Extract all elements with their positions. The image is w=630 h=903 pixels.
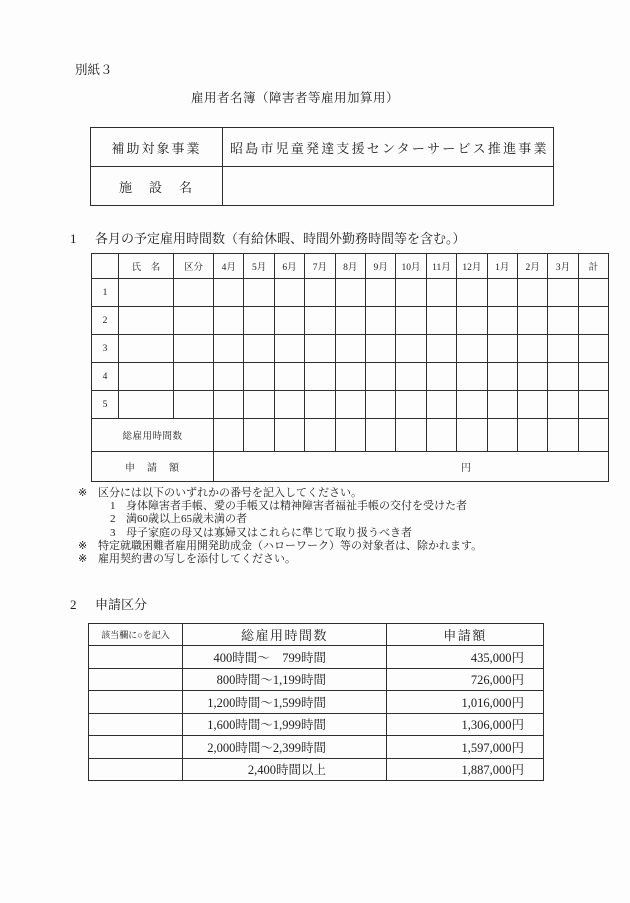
total-hours-cell (244, 419, 274, 452)
amount-cell: 726,000円 (387, 668, 544, 691)
month-hours-cell (457, 335, 487, 363)
name-cell (119, 335, 174, 363)
total-hours-cell (305, 419, 335, 452)
month-hours-cell (365, 335, 395, 363)
total-hours-cell (457, 419, 487, 452)
row-total-cell (578, 363, 608, 391)
month-hours-cell (548, 335, 578, 363)
note-text: 母子家庭の母又は寡婦又はこれらに準じて取り扱うべき者 (126, 526, 412, 539)
total-hours-cell (517, 419, 547, 452)
month-hours-cell (426, 363, 456, 391)
attachment-label: 別紙３ (75, 63, 113, 77)
month-hours-cell (214, 363, 244, 391)
table-row (92, 279, 609, 307)
check-mark-cell (89, 736, 183, 759)
month-hours-cell (548, 307, 578, 335)
month-hours-cell (457, 307, 487, 335)
month-hours-cell (365, 363, 395, 391)
check-mark-cell (89, 668, 183, 691)
category-cell (174, 363, 214, 391)
month-hours-cell (335, 279, 365, 307)
note-line (78, 487, 578, 500)
month-hours-cell (426, 335, 456, 363)
month-hours-cell (396, 307, 426, 335)
month-hours-cell (274, 391, 304, 419)
month-hours-cell (244, 391, 274, 419)
month-hours-cell (214, 307, 244, 335)
row-total-cell (578, 279, 608, 307)
month-column-header: 6月 (274, 254, 304, 279)
total-hours-cell (365, 419, 395, 452)
table-row (91, 167, 554, 206)
month-hours-cell (396, 363, 426, 391)
month-column-header: 8月 (335, 254, 365, 279)
check-column-header: 該当欄に○を記入 (89, 624, 183, 646)
table-row (92, 419, 609, 452)
note-marker: ※ (78, 553, 88, 566)
table-row (89, 624, 544, 646)
total-hours-cell (214, 419, 244, 452)
total-hours-cell (548, 419, 578, 452)
month-hours-cell (487, 391, 517, 419)
month-hours-cell (214, 391, 244, 419)
month-hours-cell (214, 335, 244, 363)
month-column-header: 9月 (365, 254, 395, 279)
month-hours-cell (365, 307, 395, 335)
note-line (110, 500, 578, 513)
total-hours-label: 総雇用時間数 (92, 419, 214, 452)
section1-title: 各月の予定雇用時間数（有給休暇、時間外勤務時間等を含む。） (95, 231, 466, 246)
check-mark-cell (89, 758, 183, 781)
month-hours-cell (548, 363, 578, 391)
info-label-subsidy-business: 補助対象事業 (91, 128, 223, 167)
section2-title: 申請区分 (95, 597, 148, 612)
month-hours-cell (305, 335, 335, 363)
month-hours-cell (487, 279, 517, 307)
employment-hours-table (91, 253, 609, 482)
month-column-header: 5月 (244, 254, 274, 279)
category-column-header: 区分 (174, 254, 214, 279)
category-cell (174, 279, 214, 307)
month-column-header: 1月 (487, 254, 517, 279)
month-column-header: 11月 (426, 254, 456, 279)
month-column-header: 4月 (214, 254, 244, 279)
page-title: 雇用者名簿（障害者等雇用加算用） (190, 91, 399, 105)
table-row (89, 691, 544, 714)
note-line (110, 513, 578, 526)
name-cell (119, 391, 174, 419)
table-row (89, 758, 544, 781)
month-hours-cell (305, 363, 335, 391)
info-value-subsidy-business: 昭島市児童発達支援センターサービス推進事業 (223, 128, 554, 167)
table-row (89, 713, 544, 736)
table-row (89, 646, 544, 669)
row-number: 1 (92, 279, 119, 307)
check-mark-cell (89, 713, 183, 736)
note-marker: 3 (110, 526, 116, 539)
table-row (92, 391, 609, 419)
month-hours-cell (396, 335, 426, 363)
amount-cell: 1,887,000円 (387, 758, 544, 781)
total-hours-cell (578, 419, 608, 452)
month-hours-cell (457, 363, 487, 391)
row-number: 2 (92, 307, 119, 335)
row-number: 3 (92, 335, 119, 363)
month-hours-cell (517, 391, 547, 419)
amount-column-header: 申請額 (387, 624, 544, 646)
hours-range-cell: 2,400時間以上 (183, 758, 387, 781)
total-column-header: 計 (578, 254, 608, 279)
month-hours-cell (274, 279, 304, 307)
month-hours-cell (457, 279, 487, 307)
month-hours-cell (274, 307, 304, 335)
month-hours-cell (487, 307, 517, 335)
corner-cell (92, 254, 119, 279)
table-row (92, 254, 609, 279)
row-total-cell (578, 391, 608, 419)
table-row (92, 363, 609, 391)
month-hours-cell (365, 391, 395, 419)
month-hours-cell (214, 279, 244, 307)
hours-range-cell: 400時間～ 799時間 (183, 646, 387, 669)
month-column-header: 2月 (517, 254, 547, 279)
month-hours-cell (305, 279, 335, 307)
info-label-facility-name: 施 設 名 (91, 167, 223, 206)
amount-cell: 1,306,000円 (387, 713, 544, 736)
total-hours-cell (426, 419, 456, 452)
total-hours-cell (487, 419, 517, 452)
amount-cell: 1,016,000円 (387, 691, 544, 714)
month-hours-cell (305, 307, 335, 335)
table-row (91, 128, 554, 167)
amount-cell: 1,597,000円 (387, 736, 544, 759)
month-hours-cell (548, 279, 578, 307)
name-cell (119, 307, 174, 335)
month-hours-cell (517, 279, 547, 307)
month-hours-cell (396, 391, 426, 419)
month-hours-cell (365, 279, 395, 307)
category-cell (174, 335, 214, 363)
month-hours-cell (335, 307, 365, 335)
subsidy-info-table (90, 127, 554, 206)
hours-range-cell: 2,000時間～2,399時間 (183, 736, 387, 759)
category-cell (174, 391, 214, 419)
hours-range-cell: 1,200時間～1,599時間 (183, 691, 387, 714)
row-total-cell (578, 335, 608, 363)
month-column-header: 10月 (396, 254, 426, 279)
section1-number: 1 (70, 231, 77, 246)
month-column-header: 12月 (457, 254, 487, 279)
month-column-header: 3月 (548, 254, 578, 279)
month-hours-cell (548, 391, 578, 419)
month-hours-cell (487, 363, 517, 391)
note-marker: 1 (110, 500, 116, 513)
note-marker: ※ (78, 539, 88, 552)
note-line (78, 540, 578, 553)
section2-number: 2 (70, 597, 77, 612)
note-marker: 2 (110, 513, 116, 526)
row-number: 4 (92, 363, 119, 391)
name-cell (119, 279, 174, 307)
month-hours-cell (244, 335, 274, 363)
month-hours-cell (274, 335, 304, 363)
note-line (110, 527, 578, 540)
table-row (89, 668, 544, 691)
note-line (78, 553, 578, 566)
row-number: 5 (92, 391, 119, 419)
month-hours-cell (487, 335, 517, 363)
amount-cell: 435,000円 (387, 646, 544, 669)
month-hours-cell (457, 391, 487, 419)
table-row (92, 307, 609, 335)
table-row (92, 452, 609, 482)
row-total-cell (578, 307, 608, 335)
name-column-header: 氏 名 (119, 254, 174, 279)
check-mark-cell (89, 691, 183, 714)
month-hours-cell (517, 335, 547, 363)
month-hours-cell (426, 279, 456, 307)
application-amount-label: 申 請 額 (92, 452, 214, 482)
month-hours-cell (426, 307, 456, 335)
table-row (92, 335, 609, 363)
month-hours-cell (305, 391, 335, 419)
total-hours-column-header: 総雇用時間数 (183, 624, 387, 646)
note-marker: ※ (78, 487, 88, 499)
note-text: 特定就職困難者雇用開発助成金（ハローワーク）等の対象者は、除かれます。 (98, 539, 483, 552)
month-hours-cell (274, 363, 304, 391)
section1-heading (70, 228, 466, 247)
notes-list (78, 487, 578, 566)
note-text: 身体障害者手帳、愛の手帳又は精神障害者福祉手帳の交付を受けた者 (126, 500, 467, 513)
hours-range-cell: 800時間～1,199時間 (183, 668, 387, 691)
application-category-table (88, 623, 544, 781)
month-hours-cell (517, 363, 547, 391)
month-hours-cell (335, 391, 365, 419)
section2-heading (70, 594, 147, 613)
info-value-facility-name (223, 167, 554, 206)
check-mark-cell (89, 646, 183, 669)
month-column-header: 7月 (305, 254, 335, 279)
note-text: 区分には以下のいずれかの番号を記入してください。 (98, 487, 362, 499)
month-hours-cell (335, 363, 365, 391)
note-text: 雇用契約書の写しを添付してください。 (98, 553, 296, 566)
month-hours-cell (426, 391, 456, 419)
month-hours-cell (517, 307, 547, 335)
total-hours-cell (335, 419, 365, 452)
month-hours-cell (244, 307, 274, 335)
month-hours-cell (244, 363, 274, 391)
month-hours-cell (396, 279, 426, 307)
table-row (89, 736, 544, 759)
category-cell (174, 307, 214, 335)
total-hours-cell (274, 419, 304, 452)
note-text: 満60歳以上65歳未満の者 (126, 513, 247, 526)
month-hours-cell (244, 279, 274, 307)
application-amount-unit: 円 (214, 452, 609, 482)
month-hours-cell (335, 335, 365, 363)
name-cell (119, 363, 174, 391)
total-hours-cell (396, 419, 426, 452)
hours-range-cell: 1,600時間～1,999時間 (183, 713, 387, 736)
